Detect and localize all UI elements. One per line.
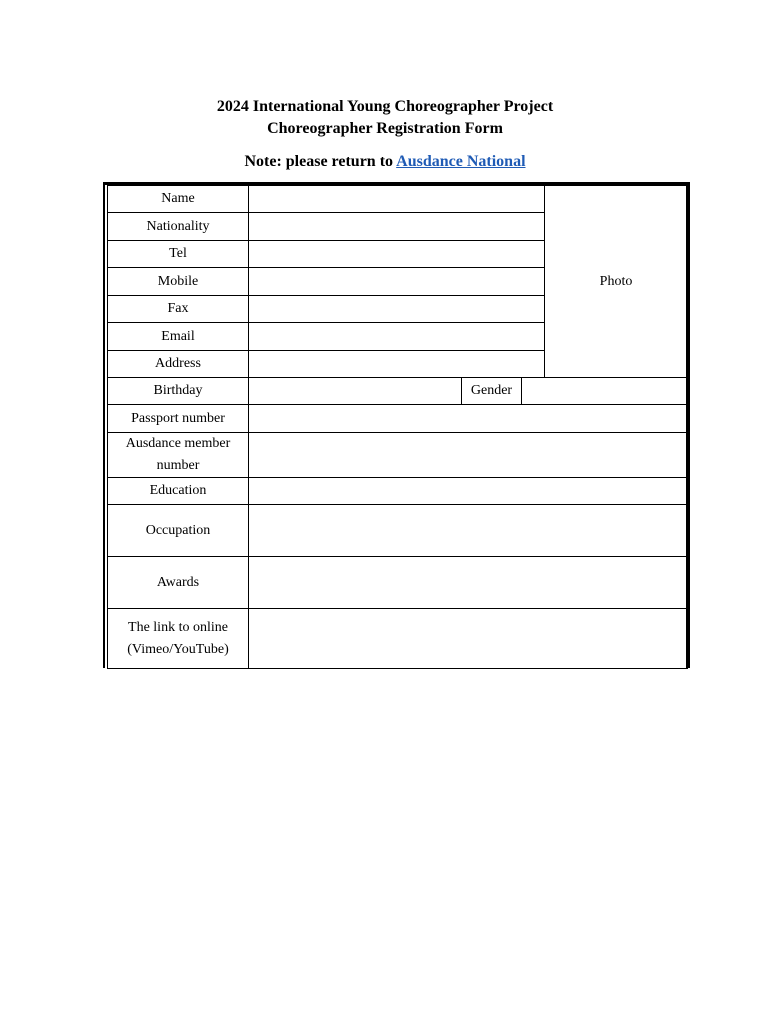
table-row: [108, 478, 688, 505]
table-row: [108, 186, 688, 213]
table-row: [108, 505, 688, 557]
mobile-field[interactable]: [249, 268, 545, 296]
tel-label: Tel: [108, 241, 249, 268]
form-title: [0, 96, 770, 140]
table-row: [108, 557, 688, 609]
member-number-label: [108, 433, 249, 478]
address-label: Address: [108, 351, 249, 378]
online-link-label-line-2: (Vimeo/YouTube): [127, 641, 229, 657]
photo-box[interactable]: Photo: [545, 186, 688, 378]
education-label: Education: [108, 478, 249, 505]
ausdance-national-link[interactable]: Ausdance National: [396, 153, 526, 170]
table-row: [108, 433, 688, 478]
title-line-2: Choreographer Registration Form: [267, 120, 503, 137]
passport-field[interactable]: [249, 405, 688, 433]
nationality-field[interactable]: [249, 213, 545, 241]
birthday-field[interactable]: [249, 378, 462, 405]
name-label: Name: [108, 186, 249, 213]
occupation-label: Occupation: [108, 505, 249, 557]
name-field[interactable]: [249, 186, 545, 213]
fax-field[interactable]: [249, 296, 545, 323]
fax-label: Fax: [108, 296, 249, 323]
online-link-label-line-1: The link to online: [128, 619, 228, 635]
gender-label: Gender: [462, 378, 522, 405]
registration-table: [107, 185, 688, 669]
birthday-label: Birthday: [108, 378, 249, 405]
member-label-line-1: Ausdance member: [125, 436, 231, 451]
table-row: [108, 378, 688, 405]
member-label-line-2: number: [156, 458, 200, 473]
mobile-label: Mobile: [108, 268, 249, 296]
member-number-field[interactable]: [249, 433, 688, 478]
passport-label: Passport number: [108, 405, 249, 433]
address-field[interactable]: [249, 351, 545, 378]
return-note: [0, 151, 770, 173]
online-link-label: [108, 609, 249, 669]
tel-field[interactable]: [249, 241, 545, 268]
email-label: Email: [108, 323, 249, 351]
occupation-field[interactable]: [249, 505, 688, 557]
table-row: [108, 405, 688, 433]
awards-label: Awards: [108, 557, 249, 609]
awards-field[interactable]: [249, 557, 688, 609]
online-link-field[interactable]: [249, 609, 688, 669]
note-prefix: Note: please return to: [244, 153, 394, 170]
gender-field[interactable]: [522, 378, 688, 405]
education-field[interactable]: [249, 478, 688, 505]
email-field[interactable]: [249, 323, 545, 351]
title-line-1: 2024 International Young Choreographer Project: [216, 98, 554, 115]
table-row: [108, 609, 688, 669]
nationality-label: Nationality: [108, 213, 249, 241]
